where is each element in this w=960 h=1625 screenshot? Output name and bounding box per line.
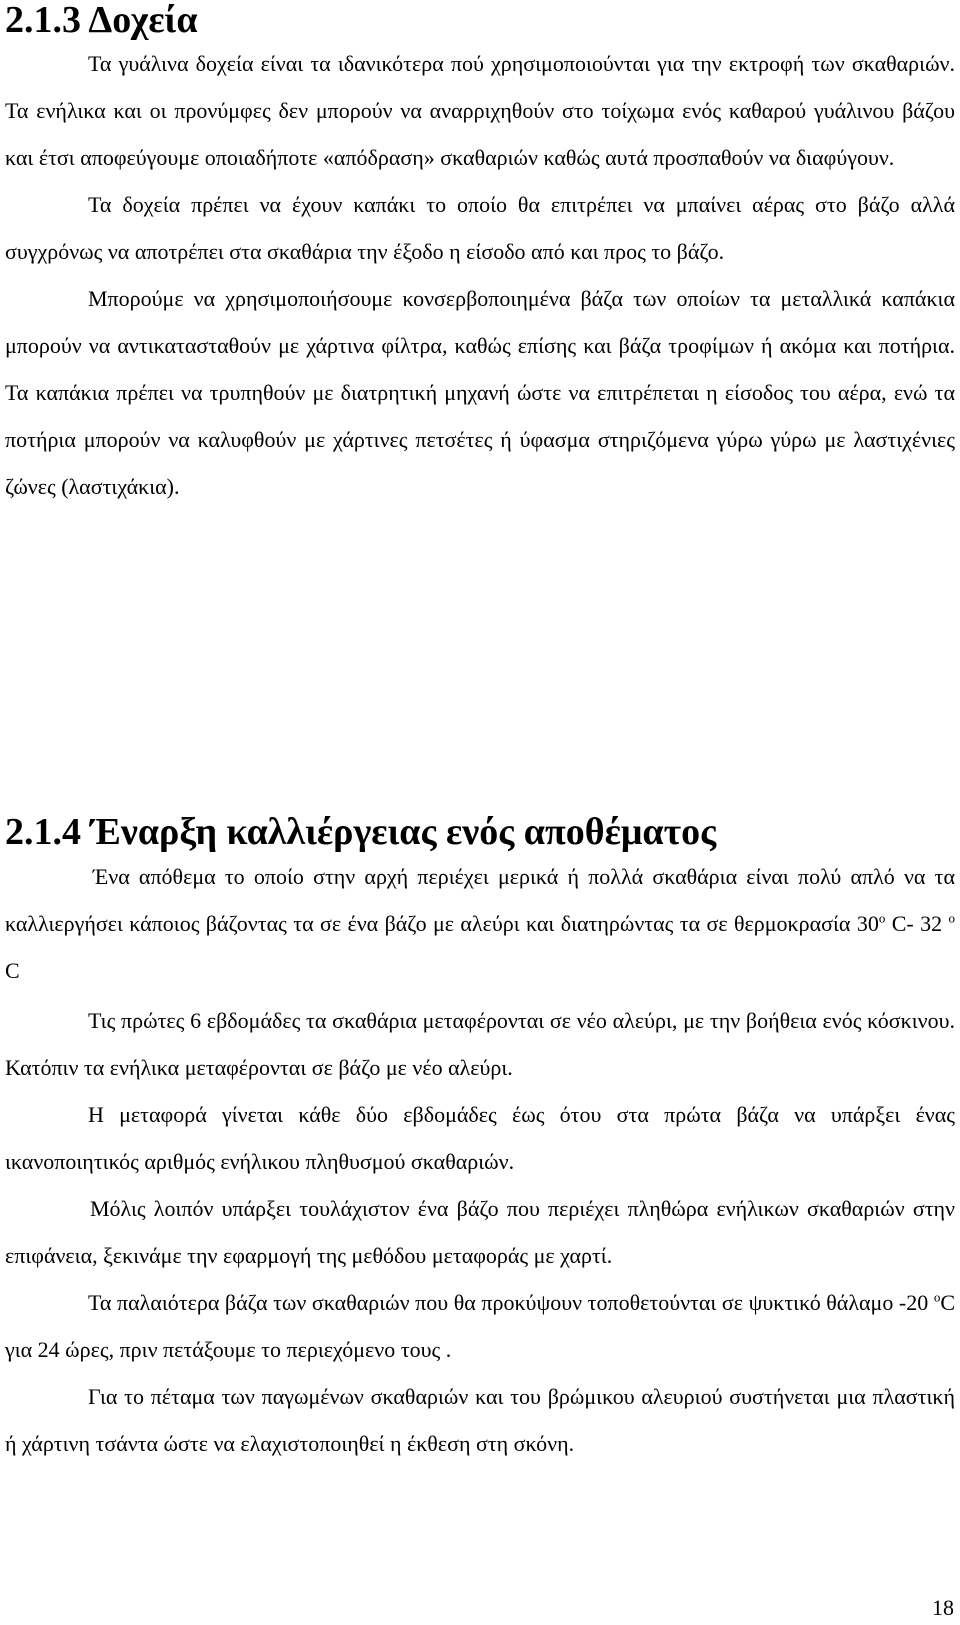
paragraph: Τα γυάλινα δοχεία είναι τα ιδανικότερα πού χρησιμοποιούνται για την εκτροφή των σκαθαριών. Τα ενήλικα και οι προνύμφες δεν μπορούν να αναρριχηθούν στο τοίχωμα ενός καθαρού γυάλινου βάζου και έτσι αποφεύγουμε οποιαδήποτε «απόδραση» σκαθαριών καθώς αυτά προσπαθούν να διαφύγουν.: [5, 51, 955, 170]
paragraph: [5, 1279, 955, 1373]
degree-mark: ο: [878, 910, 886, 926]
paragraph-text: C για 24 ώρες, πριν πετάξουμε το περιεχόμενο τους .: [5, 1290, 955, 1362]
section-heading-2-1-3: 2.1.3 Δοχεία: [5, 0, 198, 41]
paragraph-text: C- 32: [885, 911, 949, 936]
section-body-2-1-3: [5, 40, 955, 510]
paragraph: Μόλις λοιπόν υπάρξει τουλάχιστον ένα βάζο που περιέχει πληθώρα ενήλικων σκαθαριών στην επιφάνεια, ξεκινάμε την εφαρμογή της μεθόδου μεταφοράς με χαρτί.: [5, 1196, 955, 1268]
paragraph-text: C: [5, 958, 20, 983]
paragraph: Για το πέταμα των παγωμένων σκαθαριών και του βρώμικου αλευριού συστήνεται μια πλαστική ή χάρτινη τσάντα ώστε να ελαχιστοποιηθεί η έκθεση στη σκόνη.: [5, 1384, 955, 1456]
paragraph-text: Τα παλαιότερα βάζα των σκαθαριών που θα προκύψουν τοποθετούνται σε ψυκτικό θάλαμο -20: [88, 1290, 934, 1315]
degree-mark: ο: [933, 1289, 941, 1305]
paragraph: Τις πρώτες 6 εβδομάδες τα σκαθάρια μεταφέρονται σε νέο αλεύρι, με την βοήθεια ενός κόσκινου. Κατόπιν τα ενήλικα μεταφέρονται σε βάζο με νέο αλεύρι.: [5, 1008, 955, 1080]
section-body-2-1-4: [5, 853, 955, 1467]
paragraph: [5, 853, 955, 994]
section-heading-2-1-4: 2.1.4 Έναρξη καλλιέργειας ενός αποθέματος: [5, 811, 717, 853]
paragraph: Η μεταφορά γίνεται κάθε δύο εβδομάδες έως ότου στα πρώτα βάζα να υπάρξει ένας ικανοποιητικός αριθμός ενήλικου πληθυσμού σκαθαριών.: [5, 1102, 955, 1174]
paragraph: Μπορούμε να χρησιμοποιήσουμε κονσερβοποιημένα βάζα των οποίων τα μεταλλικά καπάκια μπορούν να αντικατασταθούν με χάρτινα φίλτρα, καθώς επίσης και βάζα τροφίμων ή ακόμα και ποτήρια. Τα καπάκια πρέπει να τρυπηθούν με διατρητική μηχανή ώστε να επιτρέπεται η είσοδος του αέρα, ενώ τα ποτήρια μπορούν να καλυφθούν με χάρτινες πετσέτες ή ύφασμα στηριζόμενα γύρω γύρω με λαστιχένιες ζώνες (λαστιχάκια).: [5, 286, 955, 499]
paragraph: Τα δοχεία πρέπει να έχουν καπάκι το οποίο θα επιτρέπει να μπαίνει αέρας στο βάζο αλλά συγχρόνως να αποτρέπει στα σκαθάρια την έξοδο η είσοδο από και προς το βάζο.: [5, 192, 955, 264]
degree-mark: ο: [948, 910, 955, 926]
page-number: 18: [932, 1595, 954, 1620]
paragraph-text: Ένα απόθεμα το οποίο στην αρχή περιέχει μερικά ή πολλά σκαθάρια είναι πολύ απλό να τα καλλιεργήσει κάποιος βάζοντας τα σε ένα βάζο με αλεύρι και διατηρώντας τα σε θερμοκρασία 30: [5, 864, 955, 936]
